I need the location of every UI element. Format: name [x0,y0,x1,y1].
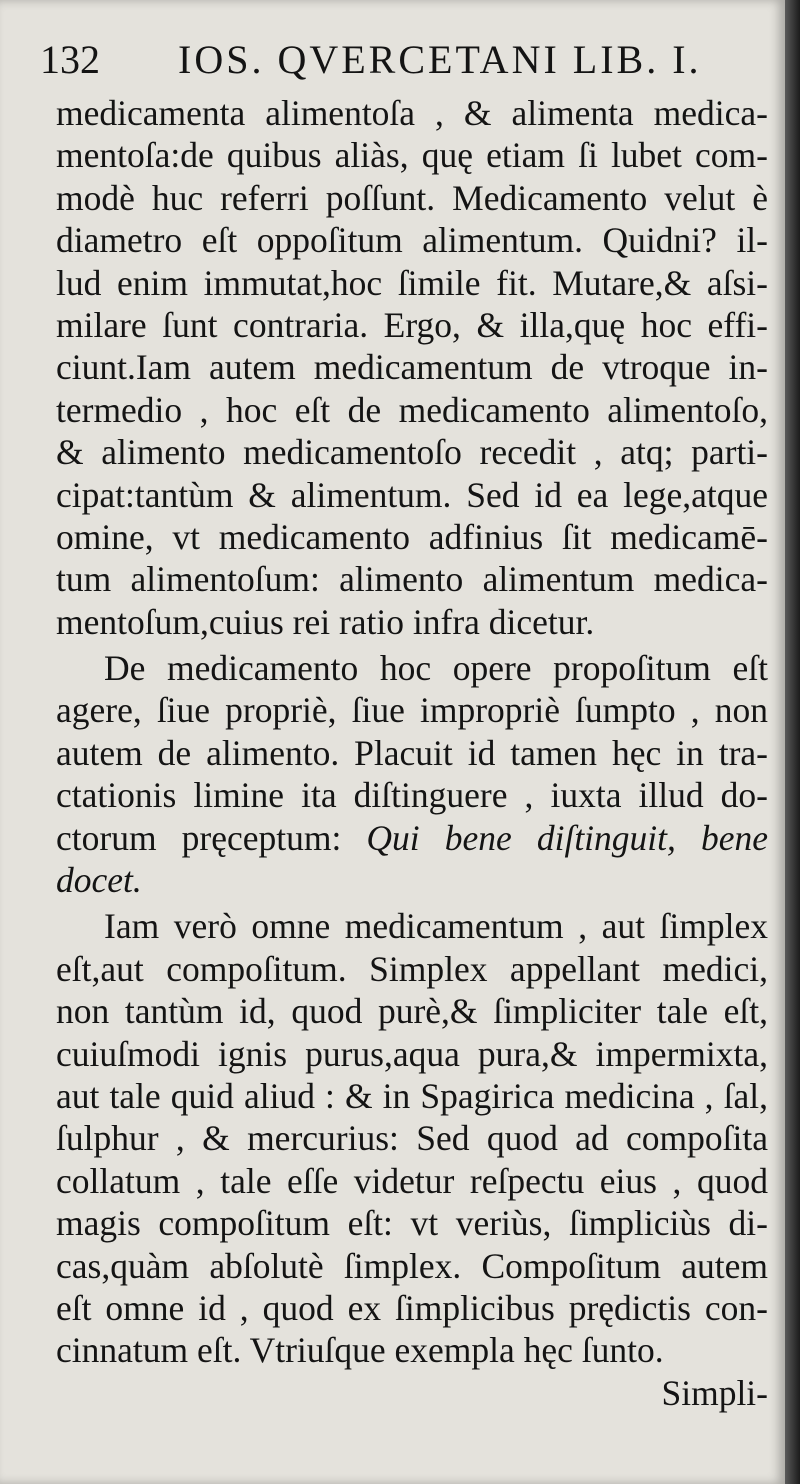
text-line: & alimento medicamentoſo recedit , atq; parti- [56,432,768,473]
text-line: mentoſa:de quibus aliàs, quę etiam ſi lubet com- [56,135,768,176]
text-line: milare ſunt contraria. Ergo, & illa,quę hoc effi- [56,304,768,345]
page-header [40,36,760,92]
text-line: termedio , hoc eſt de medicamento alimentoſo, [56,389,768,430]
text-line: medicamenta alimentoſa , & alimenta medica- [56,93,768,133]
text-line: omine, vt medicamento adfinius ſit medicamē- [56,516,768,557]
text-line: cipat:tantùm & alimentum. Sed id ea lege,atque [56,474,768,515]
text-line: agere, ſiue propriè, ſiue impropriè ſumpto , non [56,690,768,731]
text-line: aut tale quid aliud : & in Spagirica medicina , ſal, [56,1075,768,1116]
text-line: eſt,aut compoſitum. Simplex appellant medici, [56,948,768,989]
text-line: cas,quàm abſolutè ſimplex. Compoſitum autem [56,1245,768,1286]
running-title: IOS. QVERCETANI LIB. I. [178,37,702,82]
text-line: non tantùm id, quod purè,& ſimpliciter tale eſt, [56,991,768,1032]
text-line: magis compoſitum eſt: vt veriùs, ſimpliciùs di- [56,1203,768,1244]
catchword: Simpli- [661,1372,768,1413]
text-line: ciunt.Iam autem medicamentum de vtroque in- [56,347,768,388]
italic-quote: Qui bene diſtinguit, bene [366,817,768,858]
page-edge-shadow [785,0,800,1484]
text-line: mentoſum,cuius rei ratio infra dicetur. [56,601,595,642]
text-line: cinnatum eſt. Vtriuſque exempla hęc ſunto. [56,1330,664,1371]
text-line: collatum , tale eſſe videtur reſpectu eius , quod [56,1160,768,1201]
text-line: tum alimentoſum: alimento alimentum medica- [56,559,768,600]
text-line: ſulphur , & mercurius: Sed quod ad compoſita [56,1118,768,1159]
italic-quote: docet. [56,860,142,901]
text-line: lud enim immutat,hoc ſimile fit. Mutare,& aſsi- [56,262,768,303]
text-line: cuiuſmodi ignis purus,aqua pura,& impermixta, [56,1033,768,1074]
text-line [56,817,768,859]
text-line: De medicamento hoc opere propoſitum eſt [104,648,768,689]
text-line [56,859,768,901]
text-body [56,92,768,1414]
text-line: Iam verò omne medicamentum , aut ſimplex [104,906,768,947]
text-line: ctationis limine ita diſtinguere , iuxta illud do- [56,775,768,816]
text-fragment: ctorum pręceptum: [56,817,342,858]
text-line: modè huc referri poſſunt. Medicamento velut è [56,177,768,218]
text-line: eſt omne id , quod ex ſimplicibus prędictis con- [56,1287,768,1328]
text-line: autem de alimento. Placuit id tamen hęc in tra- [56,732,768,773]
page-number: 132 [40,37,100,82]
text-line: diametro eſt oppoſitum alimentum. Quidni? il- [56,220,768,261]
